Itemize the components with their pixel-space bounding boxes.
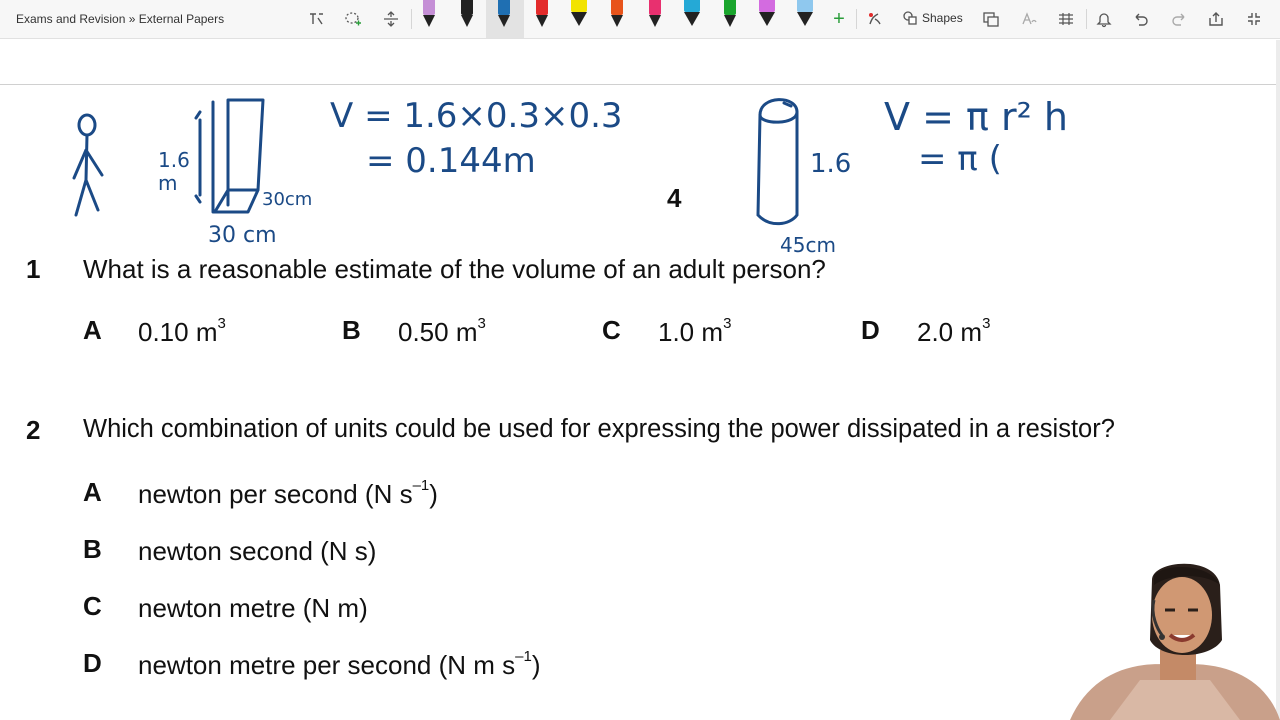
question-1-number: 1	[26, 254, 41, 284]
q2-option-a-letter: A	[83, 477, 102, 507]
q2-option-b-letter: B	[83, 534, 102, 564]
volume-calc-line1: V = 1.6×0.3×0.3	[330, 96, 623, 136]
q2-option-d-text: newton metre per second (N m $s^{-1}$)	[138, 648, 541, 680]
q2-option-d-letter: D	[83, 648, 102, 678]
handwritten-ink	[0, 0, 1280, 260]
q2-option-b-text: newton second (N s)	[138, 536, 377, 566]
height-unit: m	[158, 171, 178, 195]
add-pen-icon[interactable]: +	[833, 7, 845, 30]
height-label: 1.6	[158, 148, 190, 172]
q2-option-a-text: newton per second (N $s^{-1}$)	[138, 477, 438, 509]
breadcrumb[interactable]: Exams and Revision » External Papers	[16, 12, 225, 26]
q1-option-d-letter: D	[861, 315, 880, 345]
q2-option-c-text: newton metre (N m)	[138, 593, 368, 623]
q1-option-b-text: 0.50 $m^3$	[398, 315, 486, 347]
q1-option-c-letter: C	[602, 315, 621, 345]
question-2-number: 2	[26, 415, 41, 445]
stick-figure	[74, 115, 102, 215]
cylinder-sketch	[758, 100, 797, 224]
width-label: 30 cm	[208, 223, 277, 248]
cylinder-formula-line2: = π (	[918, 139, 1002, 179]
q1-option-c-text: 1.0 $m^3$	[658, 315, 732, 347]
volume-calc-line2: = 0.144m	[366, 141, 536, 181]
question-1-text: What is a reasonable estimate of the volume of an adult person?	[83, 254, 826, 284]
q2-option-c-letter: C	[83, 591, 102, 621]
cylinder-formula-line1: V = π r² h	[884, 95, 1068, 139]
presenter-webcam	[1070, 555, 1280, 720]
shapes-label: Shapes	[922, 11, 963, 25]
stray-number: 4	[667, 183, 682, 213]
cylinder-height-label: 1.6	[810, 149, 852, 179]
q1-option-a-letter: A	[83, 315, 102, 345]
box-sketch	[196, 100, 263, 212]
question-2-text: Which combination of units could be used for expressing the power dissipated in a resistor?	[83, 415, 1115, 443]
q1-option-b-letter: B	[342, 315, 361, 345]
depth-label: 30cm	[262, 189, 313, 210]
cylinder-diameter-label: 45cm	[780, 233, 836, 257]
q1-option-a-text: 0.10 $m^3$	[138, 315, 226, 347]
q1-option-d-text: 2.0 $m^3$	[917, 315, 991, 347]
